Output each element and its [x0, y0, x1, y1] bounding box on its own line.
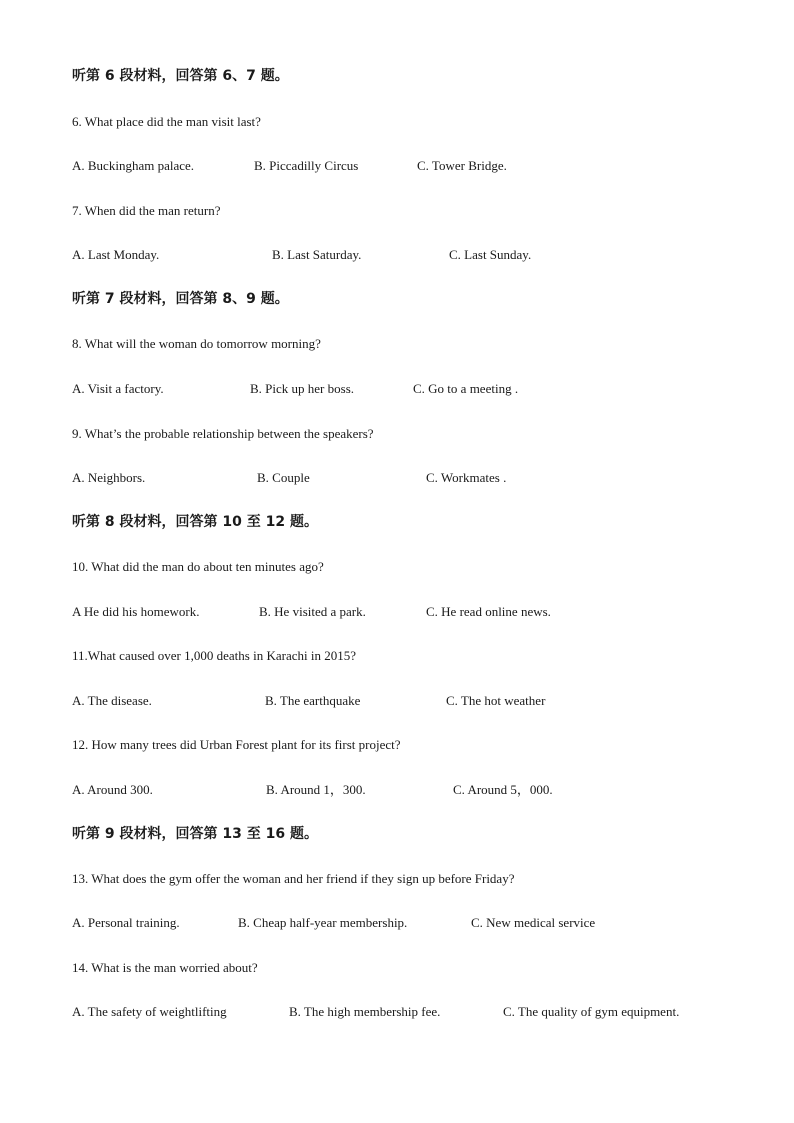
option-b: B. Around 1，300.: [266, 782, 366, 797]
option-b: B. He visited a park.: [259, 604, 366, 619]
option-c: C. Workmates .: [426, 470, 507, 485]
option-b: B. Piccadilly Circus: [254, 158, 359, 173]
option-b: B. Cheap half-year membership.: [238, 915, 408, 930]
option-a: A. The disease.: [72, 693, 152, 708]
option-a: A He did his homework.: [72, 604, 200, 619]
section-heading: 听第 6 段材料，回答第 6、7 题。: [72, 68, 289, 84]
option-c: C. New medical service: [471, 915, 596, 930]
option-a: A. Last Monday.: [72, 247, 160, 262]
option-c: C. Go to a meeting .: [413, 381, 519, 396]
question-text: 12. How many trees did Urban Forest plant for its first project?: [72, 737, 401, 752]
question-text: 6. What place did the man visit last?: [72, 114, 261, 129]
question-text: 14. What is the man worried about?: [72, 960, 258, 975]
option-a: A. Visit a factory.: [72, 381, 164, 396]
question-text: 13. What does the gym offer the woman and her friend if they sign up before Friday?: [72, 871, 515, 886]
section-heading: 听第 7 段材料，回答第 8、9 题。: [72, 291, 289, 307]
section-heading: 听第 8 段材料，回答第 10 至 12 题。: [72, 514, 318, 530]
section-heading: 听第 9 段材料，回答第 13 至 16 题。: [72, 826, 318, 842]
option-a: A. Buckingham palace.: [72, 158, 195, 173]
option-a: A. The safety of weightlifting: [72, 1004, 227, 1019]
question-text: 9. What’s the probable relationship between the speakers?: [72, 426, 374, 441]
option-c: C. The hot weather: [446, 693, 546, 708]
option-b: B. The earthquake: [265, 693, 361, 708]
option-c: C. He read online news.: [426, 604, 551, 619]
option-c: C. Tower Bridge.: [417, 158, 507, 173]
option-b: B. Couple: [257, 470, 310, 485]
option-c: C. Last Sunday.: [449, 247, 532, 262]
question-text: 10. What did the man do about ten minutes ago?: [72, 559, 324, 574]
option-b: B. The high membership fee.: [289, 1004, 441, 1019]
question-text: 7. When did the man return?: [72, 203, 221, 218]
question-text: 11.What caused over 1,000 deaths in Karachi in 2015?: [72, 648, 356, 663]
option-c: C. The quality of gym equipment.: [503, 1004, 680, 1019]
option-b: B. Pick up her boss.: [250, 381, 354, 396]
option-a: A. Around 300.: [72, 782, 153, 797]
question-text: 8. What will the woman do tomorrow morning?: [72, 336, 321, 351]
option-a: A. Personal training.: [72, 915, 180, 930]
option-a: A. Neighbors.: [72, 470, 146, 485]
option-b: B. Last Saturday.: [272, 247, 362, 262]
option-c: C. Around 5，000.: [453, 782, 553, 797]
